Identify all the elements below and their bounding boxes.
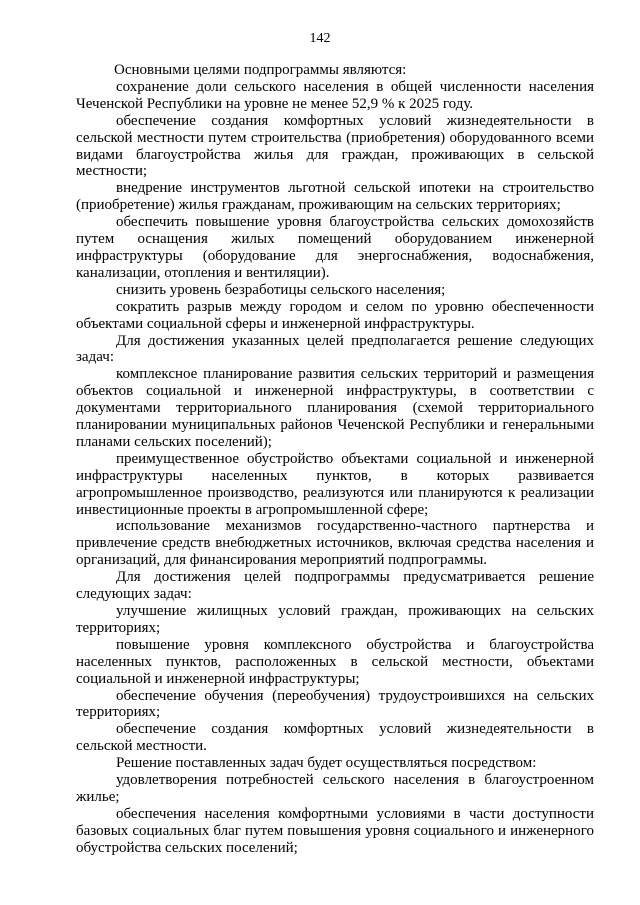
- paragraph: внедрение инструментов льготной сельской ипотеки на строительство (приобретение) жилья гражданам, проживающим на сельских территориях;: [76, 180, 594, 214]
- paragraph: обеспечение создания комфортных условий жизнедеятельности в сельской местности путем строительства (приобретения) оборудованного всеми видами благоустройства жилья для граждан, проживающих в сельской местности;: [76, 112, 594, 180]
- paragraph: комплексное планирование развития сельских территорий и размещения объектов социальной и инженерной инфраструктуры, в соответствии с документами территориального планирования (схемой территориального планировании муниципальных районов Чеченской Республики и генеральными планами сельских поселений);: [76, 366, 594, 450]
- document-body: [76, 62, 594, 857]
- paragraph: преимущественное обустройство объектами социальной и инженерной инфраструктуры населенных пунктов, в которых развивается агропромышленное производство, реализуются или планируются к реализации инвестиционные проекты в агропромышленной сфере;: [76, 450, 594, 518]
- paragraph: улучшение жилищных условий граждан, проживающих на сельских территориях;: [76, 603, 594, 636]
- paragraph: Решение поставленных задач будет осуществляться посредством:: [116, 755, 537, 772]
- paragraph: обеспечение создания комфортных условий жизнедеятельности в сельской местности.: [76, 721, 594, 755]
- paragraph: Основными целями подпрограммы являются:: [114, 62, 407, 78]
- page-number: 142: [309, 31, 331, 46]
- paragraph: повышение уровня комплексного обустройства и благоустройства населенных пунктов, расположенных в сельской местности, объектами социальной и инженерной инфраструктуры;: [76, 636, 594, 687]
- paragraph: обеспечения населения комфортными условиями в части доступности базовых социальных благ путем повышения уровня социального и инженерного обустройства сельских поселений;: [76, 805, 594, 856]
- paragraph: снизить уровень безработицы сельского населения;: [116, 281, 446, 298]
- paragraph: удовлетворения потребностей сельского населения в благоустроенном жилье;: [76, 772, 594, 805]
- paragraph: Для достижения целей подпрограммы предусматривается решение следующих задач:: [76, 569, 594, 603]
- paragraph: использование механизмов государственно-частного партнерства и привлечение средств внебюджетных источников, включая средства населения и организаций, для финансирования мероприятий подпрограммы.: [76, 518, 594, 569]
- paragraph: обеспечить повышение уровня благоустройства сельских домохозяйств путем оснащения жилых помещений оборудованием инженерной инфраструктуры (оборудование для энергоснабжения, водоснабжения, канализации, отопления и вентиляции).: [76, 214, 594, 281]
- paragraph: обеспечение обучения (переобучения) трудоустроившихся на сельских территориях;: [76, 687, 594, 721]
- paragraph: сократить разрыв между городом и селом по уровню обеспеченности объектами социальной сферы и инженерной инфраструктуры.: [76, 298, 594, 332]
- paragraph: Для достижения указанных целей предполагается решение следующих задач:: [76, 332, 594, 366]
- paragraph: сохранение доли сельского населения в общей численности населения Чеченской Республики на уровне не менее 52,9 % к 2025 году.: [76, 78, 594, 112]
